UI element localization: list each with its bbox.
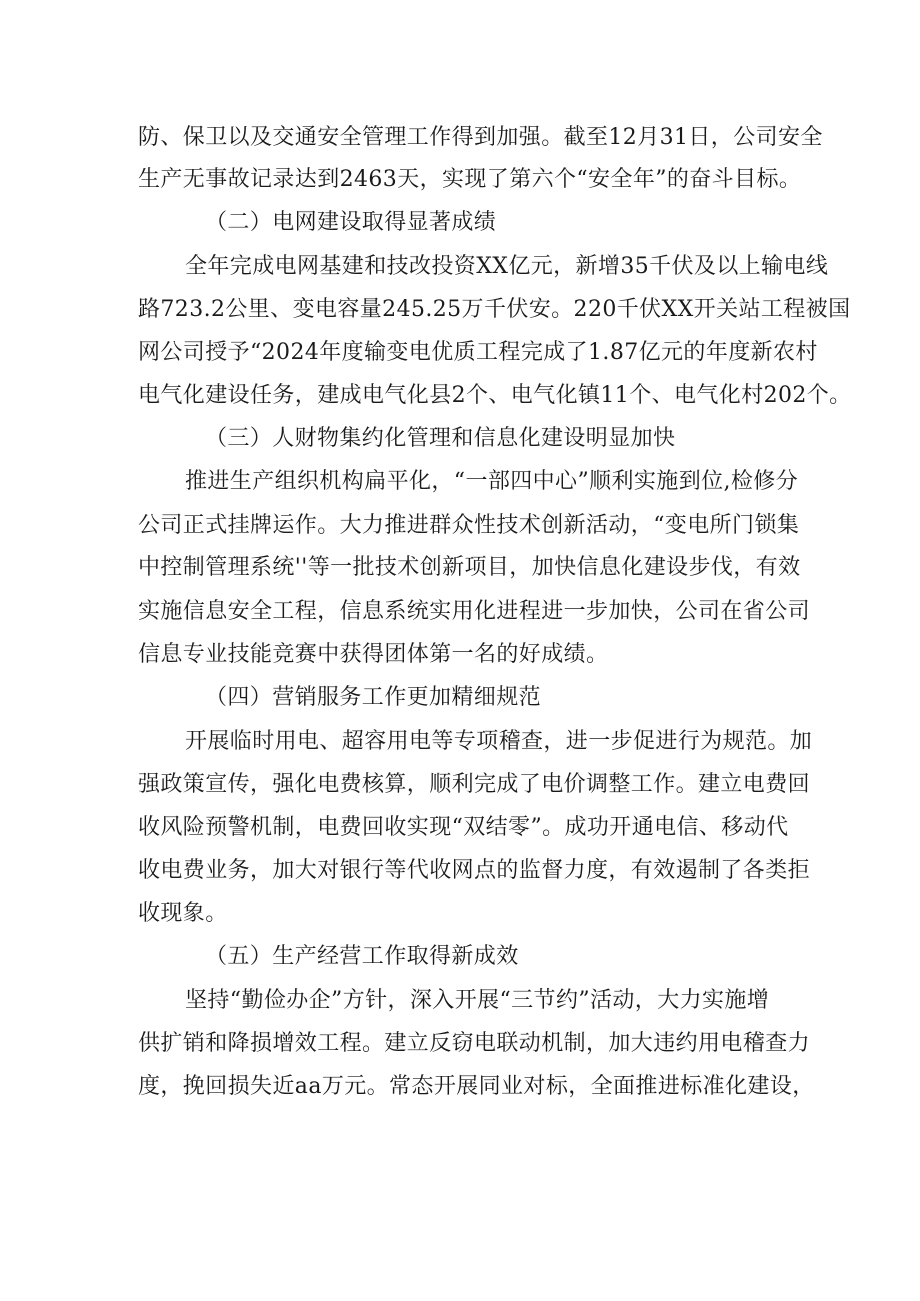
paragraph-line: 强政策宣传，强化电费核算，顺利完成了电价调整工作。建立电费回 (138, 772, 811, 797)
paragraph-line: 收风险预警机制，电费回收实现“双结零”。成功开通电信、移动代 (138, 815, 789, 840)
section-heading-5: （五）生产经营工作取得新成效 (205, 944, 519, 969)
intro-line: 防、保卫以及交通安全管理工作得到加强。截至12月31日，公司安全 (138, 125, 823, 150)
paragraph-line: 收现象。 (138, 901, 228, 926)
section-heading-4: （四）营销服务工作更加精细规范 (205, 685, 542, 710)
section-heading-2: （二）电网建设取得显著成绩 (205, 210, 497, 235)
paragraph-line: 实施信息安全工程，信息系统实用化进程进一步加快，公司在省公司 (138, 599, 811, 624)
paragraph-line: 坚持“勤俭办企”方针，深入开展“三节约”活动，大力实施增 (185, 988, 770, 1013)
paragraph-line: 公司正式挂牌运作。大力推进群众性技术创新活动，“变电所门锁集 (138, 513, 800, 538)
paragraph-line: 路723.2公里、变电容量245.25万千伏安。220千伏XX开关站工程被国 (138, 297, 851, 322)
section-heading-3: （三）人财物集约化管理和信息化建设明显加快 (205, 426, 676, 451)
paragraph-line: 全年完成电网基建和技改投资XX亿元，新增35千伏及以上输电线 (185, 254, 829, 279)
paragraph-line: 推进生产组织机构扁平化，“一部四中心”顺利实施到位,检修分 (185, 469, 799, 494)
paragraph-line: 供扩销和降损增效工程。建立反窃电联动机制，加大违约用电稽查力 (138, 1031, 811, 1056)
paragraph-line: 开展临时用电、超容用电等专项稽查，进一步促进行为规范。加 (185, 729, 813, 754)
paragraph-line: 电气化建设任务，建成电气化县2个、电气化镇11个、电气化村202个。 (138, 383, 852, 408)
paragraph-line: 收电费业务，加大对银行等代收网点的监督力度，有效遏制了各类拒 (138, 858, 811, 883)
intro-line: 生产无事故记录达到2463天，实现了第六个“安全年”的奋斗目标。 (138, 167, 802, 192)
paragraph-line: 网公司授予“2024年度输变电优质工程完成了1.87亿元的年度新农村 (138, 340, 818, 365)
paragraph-line: 信息专业技能竞赛中获得团体第一名的好成绩。 (138, 642, 609, 667)
paragraph-line: 中控制管理系统''等一批技术创新项目，加快信息化建设步伐，有效 (138, 555, 801, 580)
paragraph-line: 度，挽回损失近aa万元。常态开展同业对标，全面推进标准化建设， (138, 1074, 815, 1099)
